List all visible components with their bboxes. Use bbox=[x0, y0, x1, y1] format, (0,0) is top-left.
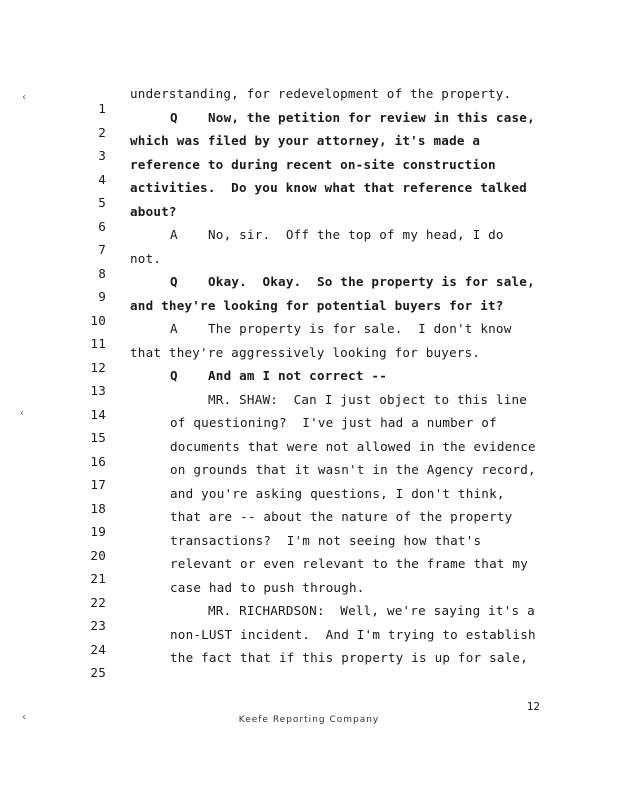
transcript-line bbox=[0, 509, 618, 539]
transcript-line bbox=[0, 368, 618, 398]
transcript-line bbox=[0, 86, 618, 116]
line-text: reference to during recent on-site construction bbox=[130, 156, 496, 172]
line-number: 19 bbox=[90, 524, 106, 539]
line-text: understanding, for redevelopment of the property. bbox=[130, 86, 512, 101]
line-number: 16 bbox=[90, 453, 106, 469]
transcript-line bbox=[0, 274, 618, 304]
line-text: activities. Do you know what that reference talked bbox=[130, 180, 527, 195]
line-text: that are -- about the nature of the property bbox=[170, 509, 513, 524]
line-text: MR. SHAW: Can I just object to this line bbox=[208, 391, 528, 407]
line-number: 4 bbox=[98, 171, 106, 187]
line-number: 21 bbox=[90, 571, 106, 586]
transcript-line bbox=[0, 133, 618, 163]
transcript-line bbox=[0, 250, 618, 281]
transcript-line bbox=[0, 626, 618, 657]
transcript-line bbox=[0, 462, 618, 492]
line-text: of questioning? I've just had a number of bbox=[170, 415, 497, 430]
line-number: 10 bbox=[90, 312, 106, 328]
transcript-line bbox=[0, 180, 618, 210]
line-text: and you're asking questions, I don't think, bbox=[170, 485, 505, 501]
speaker-label: Q bbox=[170, 274, 178, 289]
transcript-line bbox=[0, 321, 618, 351]
transcript-line bbox=[0, 532, 618, 563]
line-number: 13 bbox=[90, 383, 106, 398]
speaker-label: A bbox=[170, 227, 178, 242]
transcript-line bbox=[0, 391, 618, 422]
line-number: 8 bbox=[98, 265, 106, 281]
line-text: relevant or even relevant to the frame that my bbox=[170, 556, 528, 571]
speaker-label: Q bbox=[170, 368, 178, 383]
line-number: 2 bbox=[98, 124, 106, 140]
line-number: 24 bbox=[90, 641, 106, 657]
line-text: about? bbox=[130, 203, 177, 219]
margin-mark-top: ‹ bbox=[22, 92, 26, 103]
line-text: Okay. Okay. So the property is for sale, bbox=[208, 274, 535, 289]
line-number: 1 bbox=[98, 101, 106, 116]
transcript-line bbox=[0, 438, 618, 469]
transcript-line bbox=[0, 156, 618, 187]
line-number: 11 bbox=[90, 336, 106, 351]
line-number: 3 bbox=[98, 148, 106, 163]
line-number: 6 bbox=[98, 218, 106, 234]
transcript-line bbox=[0, 203, 618, 234]
transcript-line bbox=[0, 109, 618, 140]
line-number: 20 bbox=[90, 547, 106, 563]
speaker-label: A bbox=[170, 321, 178, 336]
line-text: that they're aggressively looking for buyers. bbox=[130, 344, 481, 360]
line-text: And am I not correct -- bbox=[208, 368, 387, 383]
line-text: and they're looking for potential buyers for it? bbox=[130, 297, 504, 313]
line-text: the fact that if this property is up for sale, bbox=[170, 650, 528, 665]
line-number: 12 bbox=[90, 359, 106, 375]
speaker-label: Q bbox=[170, 109, 178, 125]
line-text: which was filed by your attorney, it's made a bbox=[130, 133, 481, 148]
line-number: 5 bbox=[98, 195, 106, 210]
line-number: 18 bbox=[90, 500, 106, 516]
line-text: The property is for sale. I don't know bbox=[208, 321, 512, 336]
line-text: MR. RICHARDSON: Well, we're saying it's a bbox=[208, 603, 535, 618]
transcript-line bbox=[0, 485, 618, 516]
line-number: 22 bbox=[90, 594, 106, 610]
line-text: documents that were not allowed in the evidence bbox=[170, 438, 536, 454]
transcript-line bbox=[0, 603, 618, 633]
line-number: 17 bbox=[90, 477, 106, 492]
line-text: non-LUST incident. And I'm trying to establish bbox=[170, 626, 536, 642]
transcript-line bbox=[0, 227, 618, 257]
line-number: 23 bbox=[90, 618, 106, 633]
line-number: 14 bbox=[90, 406, 106, 422]
transcript-line bbox=[0, 415, 618, 445]
page-number: 12 bbox=[526, 700, 540, 713]
line-text: on grounds that it wasn't in the Agency record, bbox=[170, 462, 536, 477]
line-number: 15 bbox=[90, 430, 106, 445]
transcript-line bbox=[0, 556, 618, 586]
line-text: Now, the petition for review in this case, bbox=[208, 109, 535, 125]
line-text: case had to push through. bbox=[170, 579, 365, 595]
line-text: No, sir. Off the top of my head, I do bbox=[208, 227, 504, 242]
transcript-line bbox=[0, 297, 618, 328]
transcript-line bbox=[0, 579, 618, 610]
line-text: not. bbox=[130, 250, 162, 266]
line-number: 25 bbox=[90, 665, 106, 680]
line-number: 7 bbox=[98, 242, 106, 257]
line-number: 9 bbox=[98, 289, 106, 304]
transcript-line bbox=[0, 650, 618, 680]
line-text: transactions? I'm not seeing how that's bbox=[170, 532, 482, 548]
reporter-footer: Keefe Reporting Company bbox=[238, 715, 380, 725]
transcript-line bbox=[0, 344, 618, 375]
margin-mark-bottom: ‹ bbox=[22, 712, 26, 723]
margin-mark-middle: ‹ bbox=[20, 408, 24, 419]
